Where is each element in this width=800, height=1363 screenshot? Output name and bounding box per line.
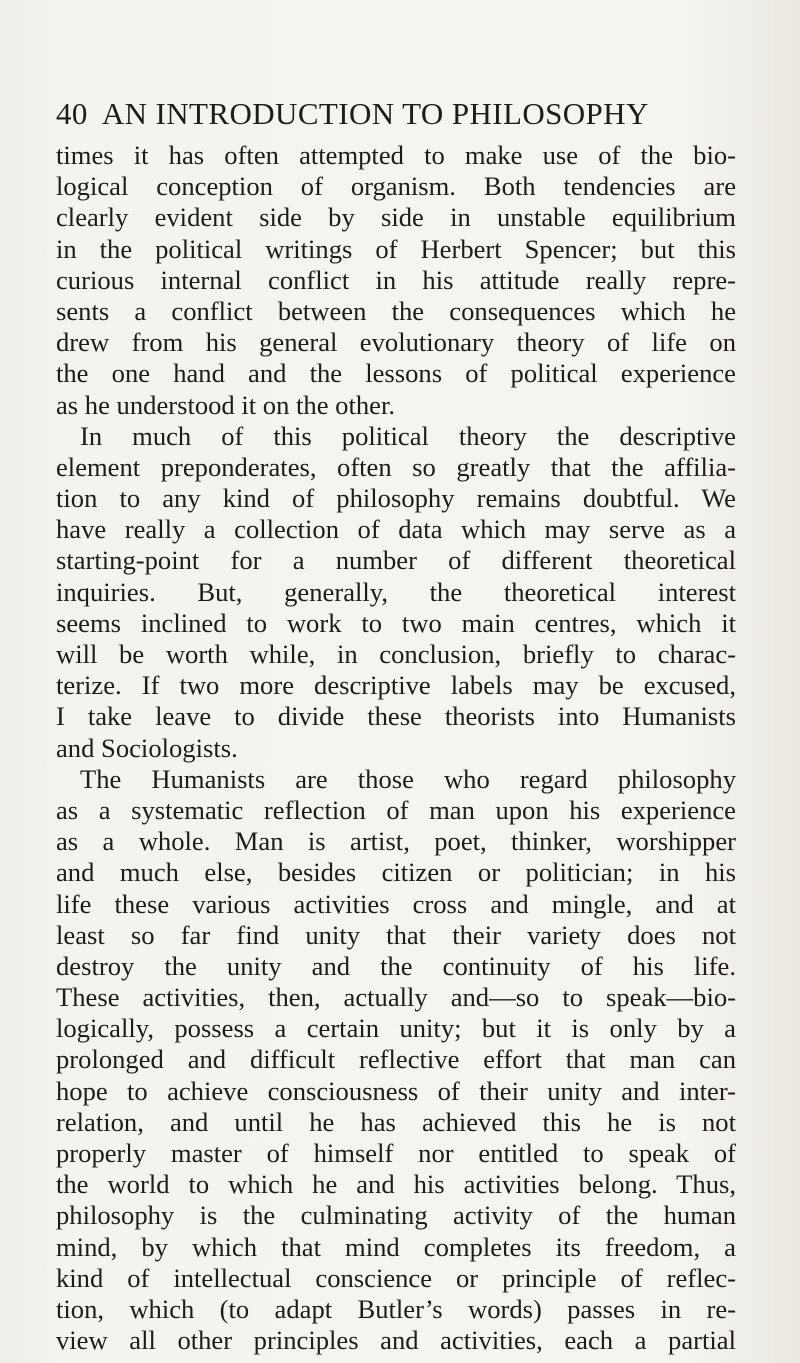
text-line: logical conception of organism. Both tendencies are bbox=[56, 171, 736, 202]
text-line: destroy the unity and the continuity of his life. bbox=[56, 950, 736, 981]
paragraph-start-line: The Humanists are those who regard philosophy bbox=[80, 763, 736, 794]
text-line: in the political writings of Herbert Spencer; but this bbox=[56, 233, 736, 264]
paragraph-start-line: In much of this political theory the descriptive bbox=[80, 420, 736, 451]
text-line: seems inclined to work to two main centres, which it bbox=[56, 607, 736, 638]
text-line: sents a conflict between the consequences which he bbox=[56, 295, 736, 326]
text-line: kind of intellectual conscience or principle of reflec- bbox=[56, 1262, 736, 1293]
text-line: terize. If two more descriptive labels may be excused, bbox=[56, 670, 736, 701]
text-line: as a systematic reflection of man upon his experience bbox=[56, 794, 736, 825]
text-line: starting-point for a number of different theoretical bbox=[56, 545, 736, 576]
text-line: philosophy is the culminating activity of the human bbox=[56, 1200, 736, 1231]
text-line: mind, by which that mind completes its freedom, a bbox=[56, 1231, 736, 1262]
text-line: drew from his general evolutionary theory of life on bbox=[56, 327, 736, 358]
body-text bbox=[56, 140, 736, 1356]
text-line: prolonged and difficult reflective effort that man can bbox=[56, 1044, 736, 1075]
text-line: relation, and until he has achieved this he is not bbox=[56, 1106, 736, 1137]
text-line: as a whole. Man is artist, poet, thinker, worshipper bbox=[56, 826, 736, 857]
text-line: inquiries. But, generally, the theoretical interest bbox=[56, 576, 736, 607]
text-line: hope to achieve consciousness of their unity and inter- bbox=[56, 1075, 736, 1106]
text-line: view all other principles and activities, each a partial bbox=[56, 1325, 736, 1356]
text-line: element preponderates, often so greatly that the affilia- bbox=[56, 451, 736, 482]
text-line: These activities, then, actually and—so to speak—bio- bbox=[56, 982, 736, 1013]
text-line: and much else, besides citizen or politician; in his bbox=[56, 857, 736, 888]
text-line: the one hand and the lessons of political experience bbox=[56, 358, 736, 389]
running-header bbox=[56, 98, 756, 129]
text-line: least so far find unity that their variety does not bbox=[56, 919, 736, 950]
paragraph-end-line: and Sociologists. bbox=[56, 732, 238, 763]
text-line: properly master of himself nor entitled to speak of bbox=[56, 1138, 736, 1168]
text-line: clearly evident side by side in unstable equilibrium bbox=[56, 202, 736, 233]
text-line: will be worth while, in conclusion, briefly to charac- bbox=[56, 639, 736, 669]
text-line: the world to which he and his activities belong. Thus, bbox=[56, 1169, 736, 1200]
text-line: I take leave to divide these theorists into Humanists bbox=[56, 701, 736, 732]
text-line: tion, which (to adapt Butler’s words) passes in re- bbox=[56, 1293, 736, 1324]
text-line: life these various activities cross and mingle, and at bbox=[56, 888, 736, 919]
page-number: 40 bbox=[56, 96, 88, 131]
running-title: AN INTRODUCTION TO PHILOSOPHY bbox=[101, 96, 649, 131]
text-line: tion to any kind of philosophy remains doubtful. We bbox=[56, 483, 736, 514]
text-line: curious internal conflict in his attitude really repre- bbox=[56, 264, 736, 295]
text-line: times it has often attempted to make use of the bio- bbox=[56, 140, 736, 170]
text-line: have really a collection of data which may serve as a bbox=[56, 514, 736, 545]
paragraph-end-line: as he understood it on the other. bbox=[56, 389, 396, 420]
text-line: logically, possess a certain unity; but it is only by a bbox=[56, 1013, 736, 1044]
